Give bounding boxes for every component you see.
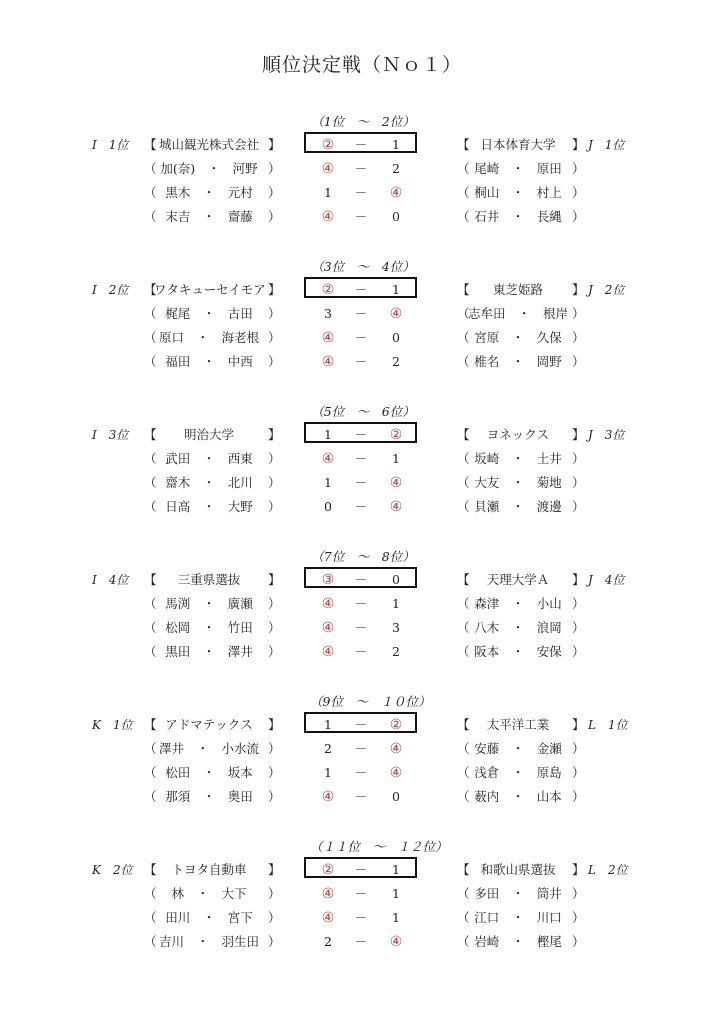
right-team-name: 日本体育大学 — [480, 137, 556, 152]
left-bracket-close: ） — [268, 161, 281, 176]
team-match-row — [0, 715, 724, 735]
score-dash: － — [354, 427, 368, 442]
right-score: 0 — [392, 330, 400, 345]
right-bracket-open: （ — [457, 354, 470, 369]
right-score: ④ — [389, 306, 403, 322]
left-bracket-close: ） — [268, 451, 281, 466]
left-bracket-close: ） — [268, 330, 281, 345]
right-bracket-close: ） — [572, 499, 585, 514]
right-bracket-open: （ — [457, 306, 470, 321]
right-bracket-open: （ — [457, 765, 470, 780]
left-bracket-open: （ — [144, 306, 157, 321]
right-bracket-close: ） — [572, 910, 585, 925]
right-pair-names: 尾崎 ・ 原田 — [474, 161, 562, 176]
right-bracket-close: ） — [572, 330, 585, 345]
pair-match-row — [0, 908, 724, 928]
right-score: 0 — [392, 209, 400, 224]
right-pair-names: 薮内 ・ 山本 — [474, 789, 562, 804]
left-pair-names: 梶尾 ・ 古田 — [165, 306, 253, 321]
right-bracket-open: 【 — [457, 427, 470, 442]
left-score: 0 — [324, 499, 332, 514]
left-pair-names: 黒田 ・ 澤井 — [165, 644, 253, 659]
right-bracket-open: （ — [457, 910, 470, 925]
left-bracket-close: ） — [268, 789, 281, 804]
left-bracket-close: ） — [268, 185, 281, 200]
pair-match-row — [0, 763, 724, 783]
left-bracket-open: （ — [144, 451, 157, 466]
left-team-name: トヨタ自動車 — [171, 862, 247, 877]
right-bracket-close: ） — [572, 934, 585, 949]
score-dash: － — [354, 354, 368, 369]
left-bracket-open: （ — [144, 934, 157, 949]
left-bracket-close: ） — [268, 765, 281, 780]
right-bracket-close: ） — [572, 185, 585, 200]
left-bracket-close: 】 — [268, 427, 281, 442]
right-bracket-open: 【 — [457, 862, 470, 877]
score-dash: － — [354, 789, 368, 804]
score-dash: － — [354, 620, 368, 635]
left-pair-names: 田川 ・ 宮下 — [165, 910, 253, 925]
left-bracket-open: （ — [144, 330, 157, 345]
left-pair-names: 齋木 ・ 北川 — [165, 475, 253, 490]
match-block — [0, 402, 724, 532]
pair-match-row — [0, 884, 724, 904]
placement-range: （9位 ～ １０位） — [310, 694, 431, 709]
left-bracket-open: （ — [144, 185, 157, 200]
match-block — [0, 692, 724, 822]
score-dash: － — [354, 644, 368, 659]
placement-range: （5位 ～ 6位） — [311, 404, 415, 419]
left-score: 1 — [324, 475, 332, 490]
left-pair-names: 吉川 ・ 羽生田 — [158, 934, 259, 949]
pair-match-row — [0, 473, 724, 493]
right-pair-names: 坂崎 ・ 土井 — [474, 451, 562, 466]
right-score: ② — [389, 717, 403, 733]
page-title: 順位決定戦（Ｎｏ１） — [261, 54, 462, 76]
team-match-row — [0, 425, 724, 445]
score-dash: － — [354, 934, 368, 949]
right-bracket-close: ） — [572, 644, 585, 659]
right-pair-names: 浅倉 ・ 原島 — [474, 765, 562, 780]
pair-match-row — [0, 594, 724, 614]
right-score: 1 — [392, 596, 400, 611]
right-bracket-open: （ — [457, 185, 470, 200]
right-pair-names: 森津 ・ 小山 — [474, 596, 562, 611]
left-pair-names: 那須 ・ 奥田 — [165, 789, 253, 804]
left-score: ④ — [321, 620, 335, 636]
right-bracket-open: （ — [457, 644, 470, 659]
right-pair-names: 八木 ・ 浪岡 — [474, 620, 562, 635]
pair-match-row — [0, 304, 724, 324]
team-match-row — [0, 860, 724, 880]
left-pair-names: 松岡 ・ 竹田 — [165, 620, 253, 635]
left-pair-names: 末吉 ・ 齋藤 — [165, 209, 253, 224]
right-bracket-open: 【 — [457, 717, 470, 732]
left-team-name: ワタキューセイモア — [154, 282, 266, 297]
right-team-name: 天理大学Ａ — [486, 572, 550, 587]
pair-match-row — [0, 183, 724, 203]
right-bracket-close: ） — [572, 475, 585, 490]
right-bracket-open: （ — [457, 620, 470, 635]
right-bracket-open: （ — [457, 934, 470, 949]
left-bracket-open: 【 — [144, 862, 157, 877]
score-dash: － — [354, 886, 368, 901]
left-bracket-close: ） — [268, 910, 281, 925]
left-bracket-open: （ — [144, 209, 157, 224]
score-dash: － — [354, 717, 368, 732]
right-bracket-open: 【 — [457, 282, 470, 297]
right-pair-names: 安藤 ・ 金瀬 — [474, 741, 562, 756]
score-dash: － — [354, 765, 368, 780]
left-pair-names: 日高 ・ 大野 — [165, 499, 253, 514]
score-dash: － — [354, 572, 368, 587]
right-pair-names: 岩崎 ・ 樫尾 — [474, 934, 562, 949]
right-score: ④ — [389, 185, 403, 201]
pair-match-row — [0, 352, 724, 372]
right-pair-names: 志牟田 ・ 根岸 — [467, 306, 568, 321]
right-pair-names: 多田 ・ 筒井 — [474, 886, 562, 901]
right-bracket-close: 】 — [572, 427, 585, 442]
right-bracket-open: 【 — [457, 572, 470, 587]
right-bracket-close: ） — [572, 789, 585, 804]
match-block — [0, 547, 724, 677]
left-bracket-close: ） — [268, 499, 281, 514]
right-score: 1 — [392, 886, 400, 901]
left-score: ④ — [321, 354, 335, 370]
right-bracket-close: ） — [572, 161, 585, 176]
left-bracket-open: （ — [144, 644, 157, 659]
right-pair-names: 江口 ・ 川口 — [474, 910, 562, 925]
left-bracket-close: ） — [268, 741, 281, 756]
score-dash: － — [354, 282, 368, 297]
score-dash: － — [354, 862, 368, 877]
left-team-name: 三重県選抜 — [177, 572, 241, 587]
right-bracket-close: ） — [572, 209, 585, 224]
right-pair-names: 阪本 ・ 安保 — [474, 644, 562, 659]
left-score: ② — [321, 862, 335, 878]
left-score: 1 — [324, 717, 332, 732]
right-bracket-close: 】 — [572, 572, 585, 587]
right-team-name: 和歌山県選抜 — [480, 862, 556, 877]
pair-match-row — [0, 328, 724, 348]
score-dash: － — [354, 499, 368, 514]
right-score: ② — [389, 427, 403, 443]
right-score: ④ — [389, 741, 403, 757]
score-dash: － — [354, 741, 368, 756]
placement-range: （7位 ～ 8位） — [311, 549, 415, 564]
left-bracket-close: ） — [268, 886, 281, 901]
left-score: 3 — [324, 306, 332, 321]
left-pair-names: 原口 ・ 海老根 — [158, 330, 259, 345]
left-pair-names: 福田 ・ 中西 — [165, 354, 253, 369]
right-score: ④ — [389, 934, 403, 950]
left-bracket-open: （ — [144, 161, 157, 176]
left-bracket-open: （ — [144, 354, 157, 369]
pair-match-row — [0, 739, 724, 759]
right-bracket-open: （ — [457, 741, 470, 756]
right-rank: J 4位 — [588, 573, 625, 587]
left-score: ④ — [321, 789, 335, 805]
right-rank: J 2位 — [588, 283, 625, 297]
right-bracket-open: （ — [457, 499, 470, 514]
left-score: ④ — [321, 161, 335, 177]
pair-match-row — [0, 207, 724, 227]
left-bracket-close: ） — [268, 934, 281, 949]
right-pair-names: 椎名 ・ 岡野 — [474, 354, 562, 369]
right-score: 1 — [392, 137, 400, 152]
pair-match-row — [0, 932, 724, 952]
left-bracket-open: （ — [144, 789, 157, 804]
left-bracket-open: （ — [144, 886, 157, 901]
left-score: 1 — [324, 427, 332, 442]
left-bracket-open: （ — [144, 910, 157, 925]
left-bracket-close: ） — [268, 596, 281, 611]
pair-match-row — [0, 449, 724, 469]
score-dash: － — [354, 161, 368, 176]
score-dash: － — [354, 910, 368, 925]
right-team-name: 太平洋工業 — [486, 717, 550, 732]
left-rank: K 2位 — [92, 863, 133, 877]
left-rank: I 4位 — [92, 573, 129, 587]
left-bracket-close: ） — [268, 354, 281, 369]
left-team-name: 明治大学 — [183, 427, 234, 442]
right-bracket-close: ） — [572, 451, 585, 466]
placement-range: （1位 ～ 2位） — [311, 114, 415, 129]
right-score: 1 — [392, 451, 400, 466]
right-rank: L 1位 — [588, 718, 628, 732]
right-pair-names: 宮原 ・ 久保 — [474, 330, 562, 345]
right-bracket-open: （ — [457, 209, 470, 224]
right-bracket-close: 】 — [572, 862, 585, 877]
right-bracket-open: （ — [457, 330, 470, 345]
left-bracket-close: 】 — [268, 137, 281, 152]
right-score: 1 — [392, 910, 400, 925]
score-dash: － — [354, 306, 368, 321]
score-dash: － — [354, 209, 368, 224]
right-score: 2 — [392, 644, 400, 659]
score-dash: － — [354, 451, 368, 466]
right-bracket-close: ） — [572, 741, 585, 756]
right-score: ④ — [389, 499, 403, 515]
pair-match-row — [0, 159, 724, 179]
left-bracket-close: ） — [268, 620, 281, 635]
left-bracket-open: （ — [144, 765, 157, 780]
right-bracket-close: 】 — [572, 717, 585, 732]
placement-range: （１１位 ～ １２位） — [310, 839, 448, 854]
placement-range: （3位 ～ 4位） — [311, 259, 415, 274]
left-bracket-open: 【 — [144, 282, 157, 297]
left-bracket-close: ） — [268, 306, 281, 321]
left-pair-names: 黒木 ・ 元村 — [165, 185, 253, 200]
right-bracket-open: （ — [457, 451, 470, 466]
team-match-row — [0, 280, 724, 300]
right-pair-names: 大友 ・ 菊地 — [474, 475, 562, 490]
left-bracket-open: （ — [144, 741, 157, 756]
right-rank: L 2位 — [588, 863, 628, 877]
left-score: 2 — [324, 741, 332, 756]
match-block — [0, 112, 724, 242]
left-score: ④ — [321, 886, 335, 902]
left-rank: I 3位 — [92, 428, 129, 442]
left-score: ④ — [321, 209, 335, 225]
left-bracket-close: ） — [268, 209, 281, 224]
left-bracket-close: 】 — [268, 572, 281, 587]
right-bracket-close: ） — [572, 620, 585, 635]
left-team-name: アドマテックス — [165, 717, 253, 732]
right-pair-names: 石井 ・ 長縄 — [474, 209, 562, 224]
pair-match-row — [0, 642, 724, 662]
score-dash: － — [354, 330, 368, 345]
right-score: ④ — [389, 475, 403, 491]
right-score: 2 — [392, 354, 400, 369]
right-rank: J 1位 — [588, 138, 625, 152]
right-bracket-open: （ — [457, 161, 470, 176]
left-score: ④ — [321, 596, 335, 612]
left-score: ② — [321, 282, 335, 298]
right-bracket-open: 【 — [457, 137, 470, 152]
left-bracket-close: ） — [268, 475, 281, 490]
left-score: ④ — [321, 644, 335, 660]
left-rank: K 1位 — [92, 718, 133, 732]
left-bracket-open: （ — [144, 475, 157, 490]
score-dash: － — [354, 137, 368, 152]
right-bracket-close: ） — [572, 354, 585, 369]
left-bracket-close: 】 — [268, 862, 281, 877]
pair-match-row — [0, 787, 724, 807]
left-score: ④ — [321, 451, 335, 467]
right-score: 1 — [392, 282, 400, 297]
left-score: ② — [321, 137, 335, 153]
right-score: 1 — [392, 862, 400, 877]
left-pair-names: 武田 ・ 西東 — [165, 451, 253, 466]
right-bracket-close: ） — [572, 765, 585, 780]
left-rank: I 1位 — [92, 138, 129, 152]
left-bracket-close: ） — [268, 644, 281, 659]
team-match-row — [0, 135, 724, 155]
right-score: 0 — [392, 572, 400, 587]
right-bracket-open: （ — [457, 789, 470, 804]
left-score: 1 — [324, 185, 332, 200]
right-bracket-close: 】 — [572, 137, 585, 152]
team-match-row — [0, 570, 724, 590]
right-bracket-close: ） — [572, 306, 585, 321]
left-bracket-open: （ — [144, 499, 157, 514]
left-bracket-open: （ — [144, 620, 157, 635]
right-pair-names: 桐山 ・ 村上 — [474, 185, 562, 200]
left-bracket-close: 】 — [268, 282, 281, 297]
score-dash: － — [354, 185, 368, 200]
left-bracket-open: 【 — [144, 137, 157, 152]
left-bracket-open: （ — [144, 596, 157, 611]
right-bracket-close: ） — [572, 596, 585, 611]
left-score: ④ — [321, 330, 335, 346]
right-score: ④ — [389, 765, 403, 781]
left-pair-names: 林 ・ 大下 — [171, 886, 247, 901]
right-team-name: ヨネックス — [486, 427, 550, 442]
left-score: 1 — [324, 765, 332, 780]
right-team-name: 東芝姫路 — [492, 282, 543, 297]
left-score: ④ — [321, 910, 335, 926]
left-bracket-open: 【 — [144, 427, 157, 442]
score-dash: － — [354, 596, 368, 611]
right-bracket-open: （ — [457, 596, 470, 611]
left-score: ③ — [321, 572, 335, 588]
pair-match-row — [0, 497, 724, 517]
right-score: 2 — [392, 161, 400, 176]
left-bracket-open: 【 — [144, 572, 157, 587]
pair-match-row — [0, 618, 724, 638]
right-pair-names: 貝瀬 ・ 渡邊 — [474, 499, 562, 514]
left-bracket-open: 【 — [144, 717, 157, 732]
right-rank: J 3位 — [588, 428, 625, 442]
right-score: 3 — [392, 620, 400, 635]
match-block — [0, 837, 724, 967]
left-rank: I 2位 — [92, 283, 129, 297]
left-score: 2 — [324, 934, 332, 949]
right-bracket-open: （ — [457, 475, 470, 490]
right-bracket-close: ） — [572, 886, 585, 901]
left-pair-names: 澤井 ・ 小水流 — [158, 741, 259, 756]
right-bracket-open: （ — [457, 886, 470, 901]
left-bracket-close: 】 — [268, 717, 281, 732]
right-bracket-close: 】 — [572, 282, 585, 297]
score-dash: － — [354, 475, 368, 490]
right-score: 0 — [392, 789, 400, 804]
left-pair-names: 加(奈) ・ 河野 — [160, 161, 258, 176]
match-block — [0, 257, 724, 387]
left-pair-names: 馬渕 ・ 廣瀬 — [165, 596, 253, 611]
left-team-name: 城山観光株式会社 — [158, 137, 259, 152]
left-pair-names: 松田 ・ 坂本 — [165, 765, 253, 780]
